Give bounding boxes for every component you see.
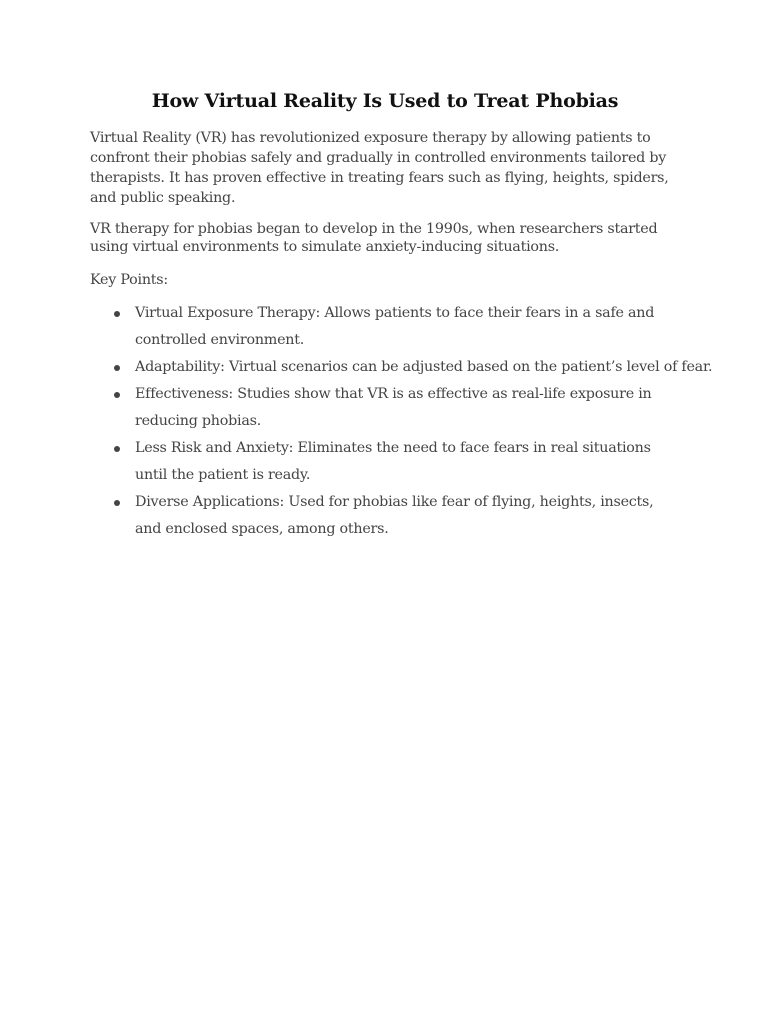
- list-item: [90, 435, 680, 489]
- history-paragraph: VR therapy for phobias began to develop in the 1990s, when researchers started using virtual environments to simulate anxiety-inducing situations.: [90, 221, 658, 255]
- list-item: [90, 300, 680, 354]
- intro-paragraph: Virtual Reality (VR) has revolutionized exposure therapy by allowing patients to confront their phobias safely and gradually in controlled environments tailored by therapists. It has proven effective in treating fears such as flying, heights, spiders, and public speaking.: [90, 130, 669, 206]
- document-page: [90, 90, 713, 543]
- bullet-icon: [114, 365, 120, 371]
- document-title: How Virtual Reality Is Used to Treat Phobias: [151, 90, 619, 112]
- bullet-icon: [114, 500, 120, 506]
- list-item-text: Less Risk and Anxiety: Eliminates the need to face fears in real situations until the patient is ready.: [135, 440, 651, 483]
- list-item: [90, 489, 680, 543]
- bullet-icon: [114, 311, 120, 317]
- key-points-label: Key Points:: [90, 272, 168, 288]
- list-item-text: Adaptability: Virtual scenarios can be adjusted based on the patient’s level of fear.: [135, 359, 713, 375]
- list-item-text: Diverse Applications: Used for phobias like fear of flying, heights, insects, and enclosed spaces, among others.: [135, 494, 654, 537]
- bullet-icon: [114, 446, 120, 452]
- key-points-list: [90, 300, 713, 543]
- list-item-text: Virtual Exposure Therapy: Allows patients to face their fears in a safe and controlled environment.: [135, 305, 655, 348]
- list-item: [90, 354, 713, 381]
- bullet-icon: [114, 392, 120, 398]
- list-item: [90, 381, 680, 435]
- list-item-text: Effectiveness: Studies show that VR is as effective as real-life exposure in reducing phobias.: [135, 386, 652, 429]
